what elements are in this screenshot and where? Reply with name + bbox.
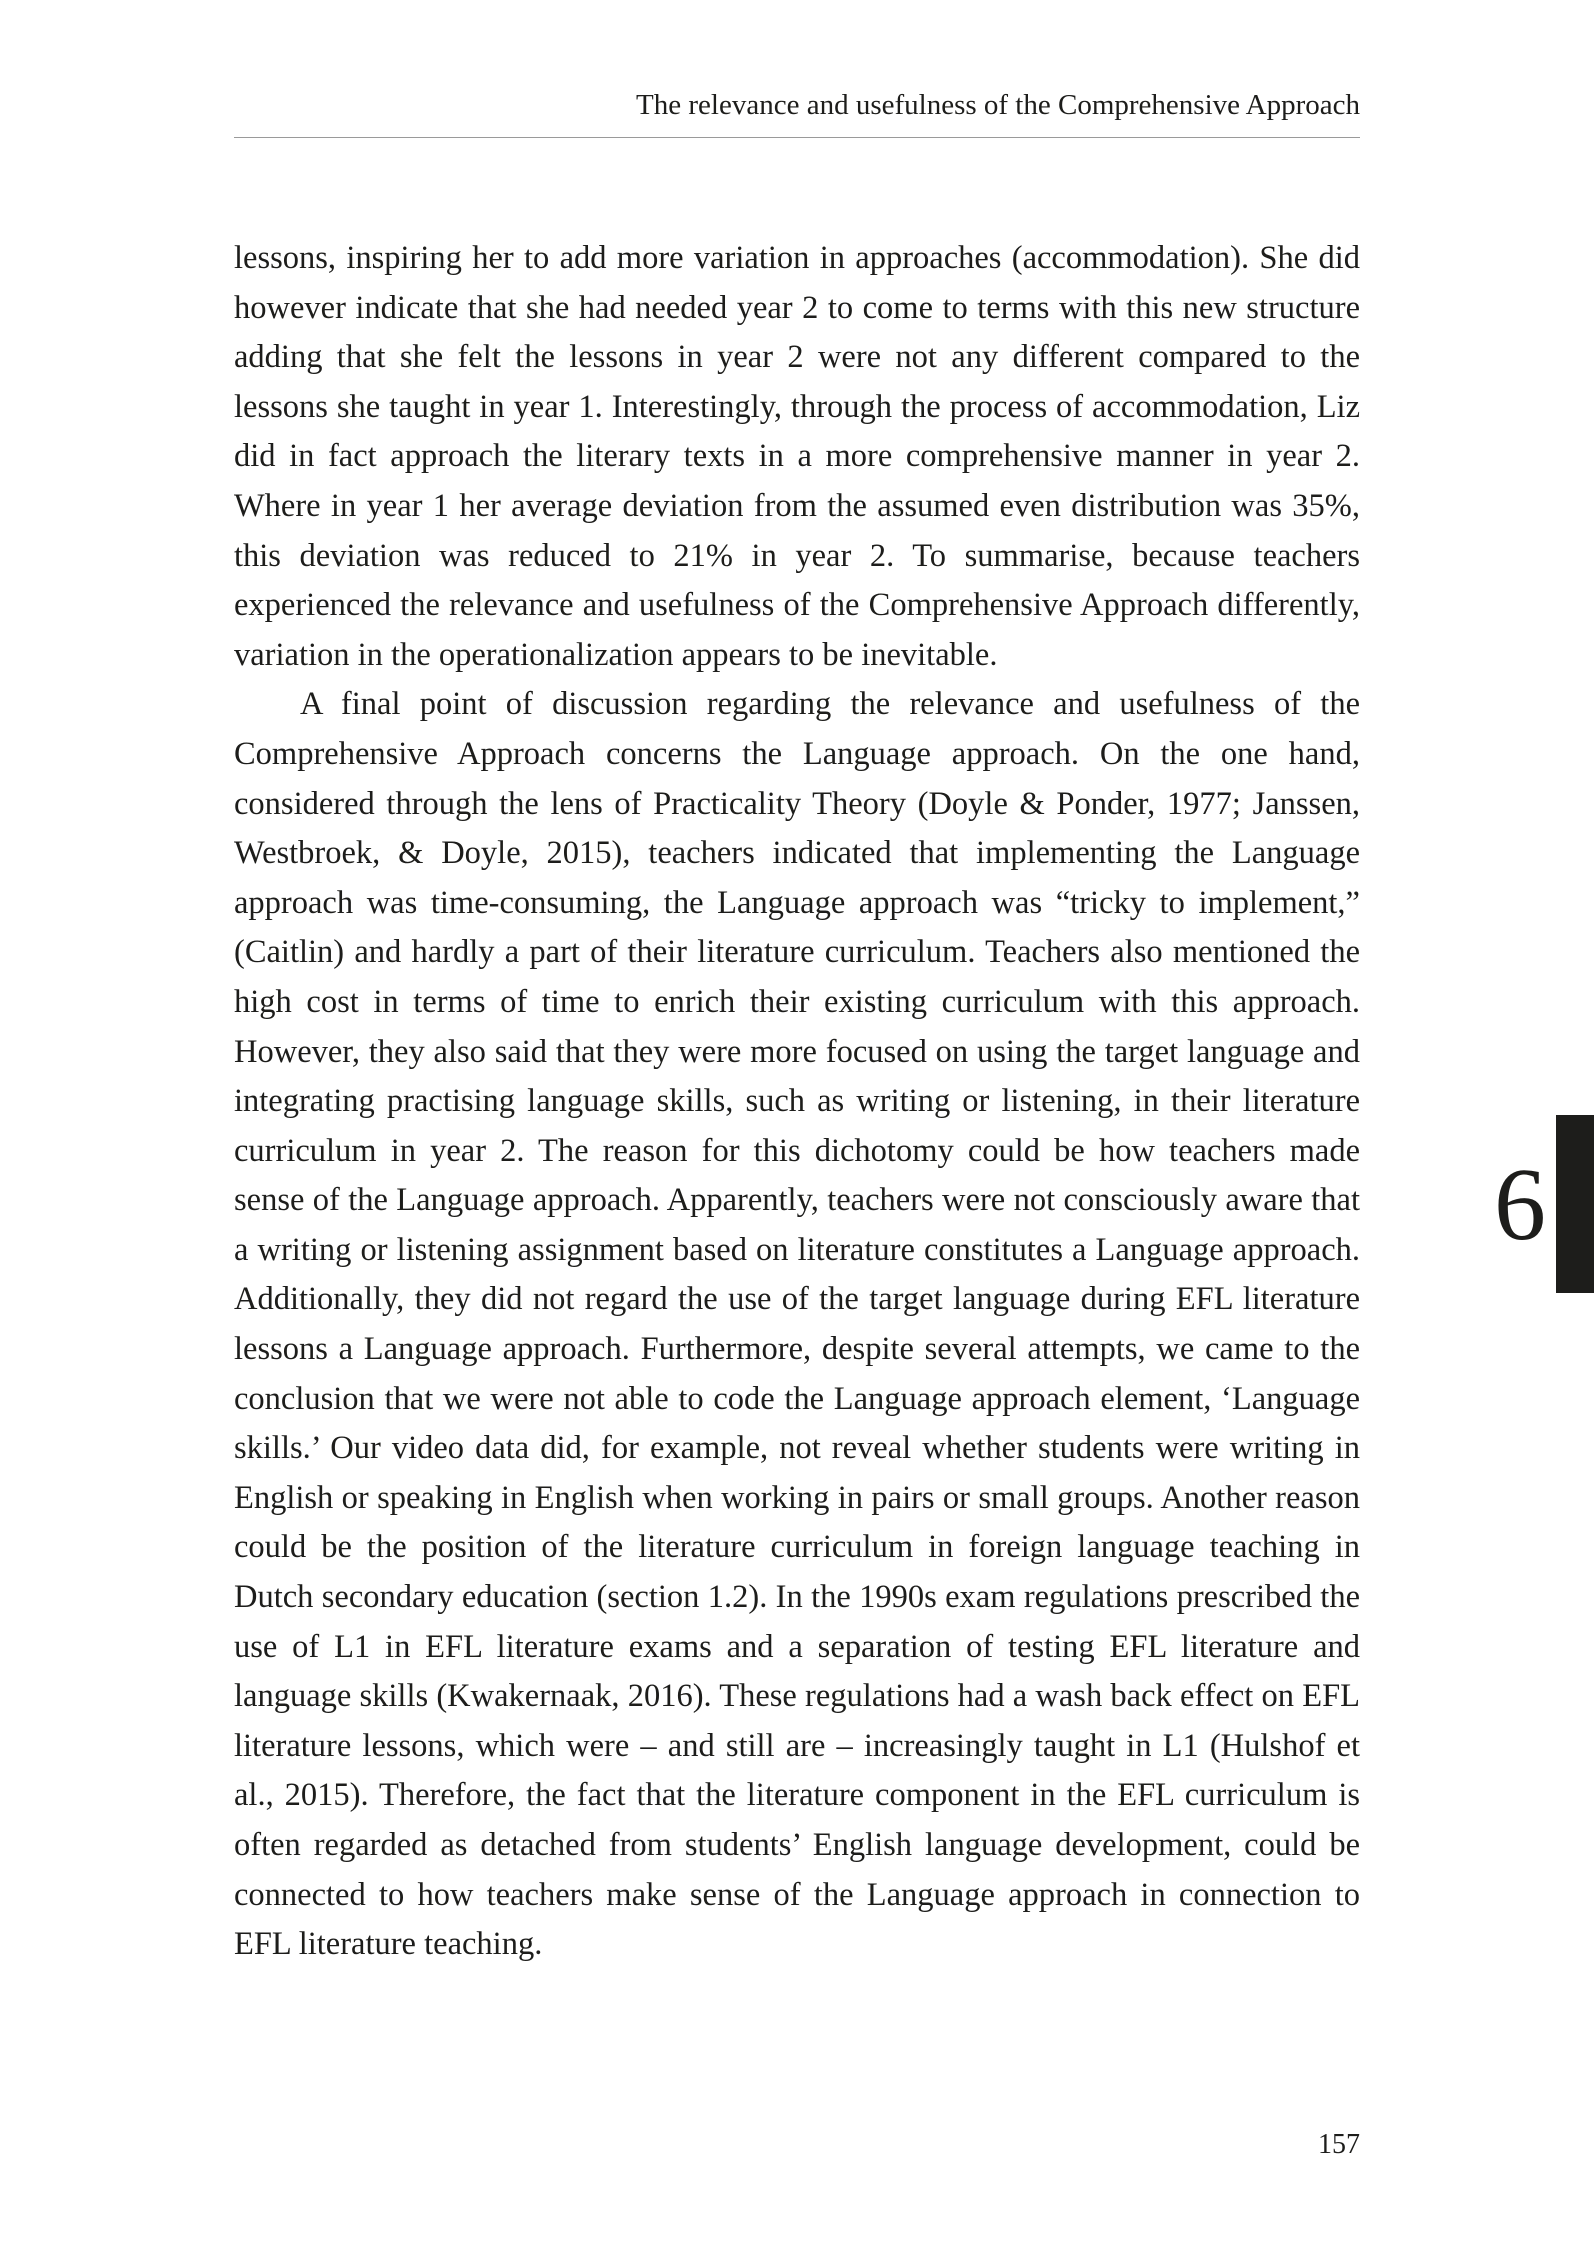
chapter-thumb-tab bbox=[1556, 1115, 1594, 1293]
page-number: 157 bbox=[1318, 2129, 1360, 2160]
paragraph-language-approach: A final point of discussion regarding the relevance and usefulness of the Comprehensive Approach concerns the Language approach. On the one hand, considered through the lens of Practicality Theory (Doyle & Ponder, 1977; Janssen, Westbroek, & Doyle, 2015), teachers indicated that implementing the Language approach was time-consuming, the Language approach was “tricky to implement,” (Caitlin) and hardly a part of their literature curriculum. Teachers also mentioned the high cost in terms of time to enrich their existing curriculum with this approach. However, they also said that they were more focused on using the target language and integrating practising language skills, such as writing or listening, in their literature curriculum in year 2. The reason for this dichotomy could be how teachers made sense of the Language approach. Apparently, teachers were not consciously aware that a writing or listening assignment based on literature constitutes a Language approach. Additionally, they did not regard the use of the target language during EFL literature lessons a Language approach. Furthermore, despite several attempts, we came to the conclusion that we were not able to code the Language approach element, ‘Language skills.’ Our video data did, for example, not reveal whether students were writing in English or speaking in English when working in pairs or small groups. Another reason could be the position of the literature curriculum in foreign language teaching in Dutch secondary education (section 1.2). In the 1990s exam regulations prescribed the use of L1 in EFL literature exams and a separation of testing EFL literature and language skills (Kwakernaak, 2016). These regulations had a wash back effect on EFL literature lessons, which were – and still are – increasingly taught in L1 (Hulshof et al., 2015). Therefore, the fact that the literature component in the EFL curriculum is often regarded as detached from students’ English language development, could be connected to how teachers make sense of the Language approach in connection to EFL literature teaching. bbox=[234, 686, 1360, 1963]
body-text bbox=[234, 234, 1360, 1970]
chapter-number: 6 bbox=[1494, 1147, 1546, 1262]
header-divider bbox=[234, 137, 1360, 138]
running-header: The relevance and usefulness of the Comprehensive Approach bbox=[636, 89, 1360, 121]
paragraph-continued: lessons, inspiring her to add more variation in approaches (accommodation). She did however indicate that she had needed year 2 to come to terms with this new structure adding that she felt the lessons in year 2 were not any different compared to the lessons she taught in year 1. Interestingly, through the process of accommodation, Liz did in fact approach the literary texts in a more comprehensive manner in year 2. Where in year 1 her average deviation from the assumed even distribution was 35%, this deviation was reduced to 21% in year 2. To summarise, because teachers experienced the relevance and usefulness of the Comprehensive Approach differently, variation in the operationalization appears to be inevitable. bbox=[234, 240, 1360, 673]
